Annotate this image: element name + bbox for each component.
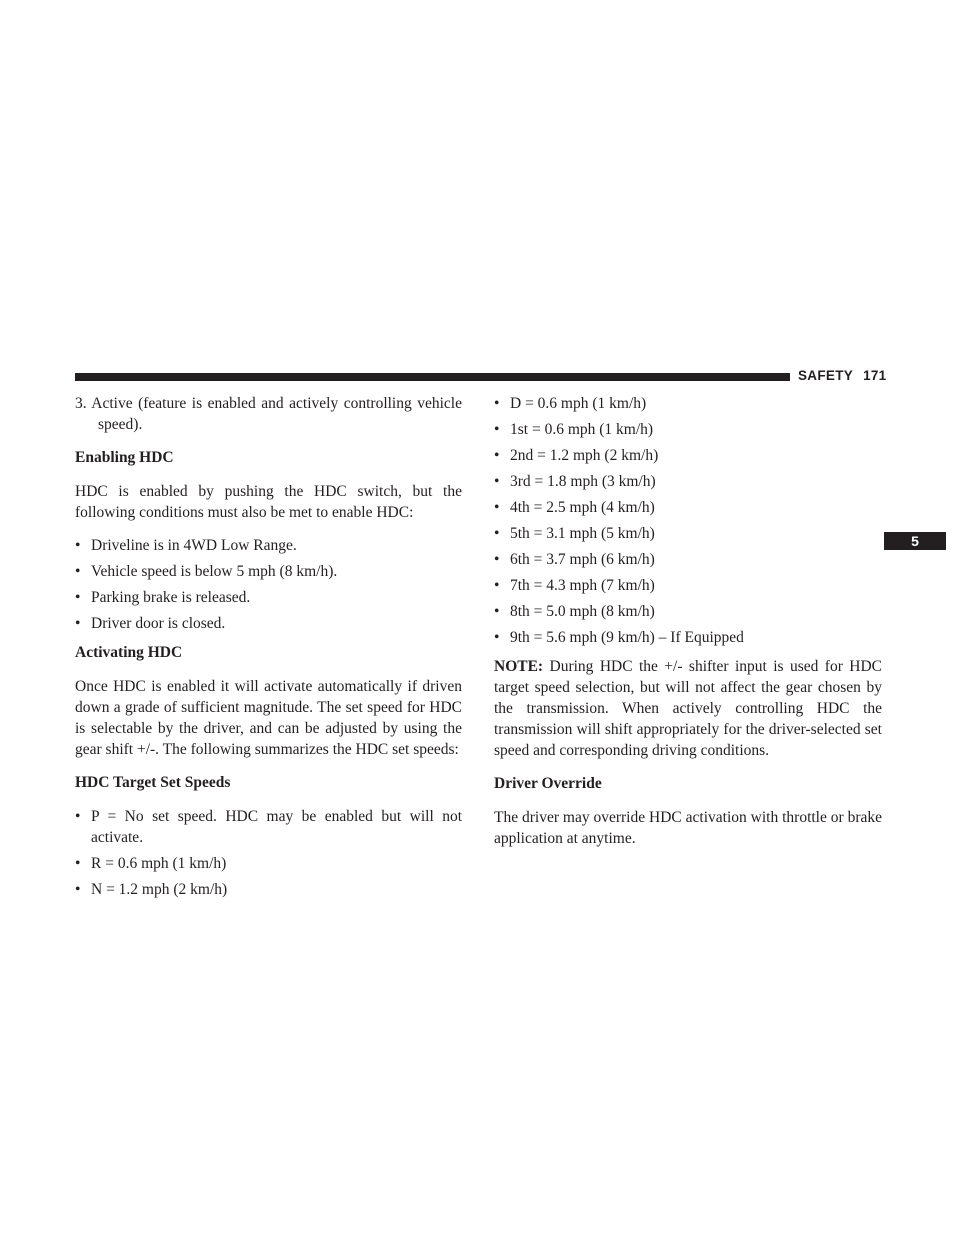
numbered-item-3: 3. Active (feature is enabled and actively controlling vehicle speed).: [75, 395, 462, 433]
bullet-icon: •: [75, 855, 81, 872]
list-item: • N = 1.2 mph (2 km/h): [75, 881, 228, 898]
bullet-icon: •: [75, 881, 81, 898]
list-item: • R = 0.6 mph (1 km/h): [75, 855, 227, 872]
bullet-icon: •: [494, 603, 500, 620]
list-item: • 5th = 3.1 mph (5 km/h): [494, 525, 655, 542]
note-text: During HDC the +/- shifter input is used for HDC target speed selection, but will not affect the gear chosen by the transmission. When actively controlling HDC the transmission will shift appropriately for the driver-selected set speed and corresponding driving conditions.: [494, 658, 882, 759]
driver-override-heading: Driver Override: [494, 775, 602, 792]
chapter-tab: 5: [884, 532, 946, 550]
list-item: • Driveline is in 4WD Low Range.: [75, 537, 297, 554]
list-item: • 4th = 2.5 mph (4 km/h): [494, 499, 655, 516]
running-header: [798, 366, 887, 386]
enabling-conditions-list: [75, 535, 462, 634]
header-rule: [75, 373, 790, 381]
driver-override-text: The driver may override HDC activation with throttle or brake application at anytime.: [494, 809, 882, 847]
list-item: • Parking brake is released.: [75, 589, 251, 606]
note-paragraph: [494, 656, 882, 761]
bullet-icon: •: [75, 808, 81, 825]
enabling-hdc-heading: Enabling HDC: [75, 449, 174, 466]
bullet-icon: •: [494, 395, 500, 412]
target-set-speeds-heading: HDC Target Set Speeds: [75, 774, 231, 791]
list-item: • 8th = 5.0 mph (8 km/h): [494, 603, 655, 620]
target-speeds-list-left: [75, 806, 462, 900]
list-item: • 6th = 3.7 mph (6 km/h): [494, 551, 655, 568]
bullet-icon: •: [494, 499, 500, 516]
bullet-icon: •: [75, 615, 81, 632]
bullet-icon: •: [494, 629, 500, 646]
bullet-icon: •: [75, 589, 81, 606]
bullet-icon: •: [75, 537, 81, 554]
list-item: • 9th = 5.6 mph (9 km/h) – If Equipped: [494, 629, 744, 646]
list-item: • Vehicle speed is below 5 mph (8 km/h).: [75, 563, 338, 580]
bullet-icon: •: [494, 577, 500, 594]
left-column: [75, 393, 462, 905]
list-item: • 2nd = 1.2 mph (2 km/h): [494, 447, 659, 464]
right-column: [494, 393, 882, 861]
list-item: • Driver door is closed.: [75, 615, 226, 632]
list-item: • 7th = 4.3 mph (7 km/h): [494, 577, 655, 594]
bullet-icon: •: [494, 421, 500, 438]
page-number: 171: [863, 368, 887, 383]
bullet-icon: •: [494, 525, 500, 542]
bullet-icon: •: [494, 473, 500, 490]
target-speeds-list-right: [494, 393, 882, 648]
section-name: SAFETY: [798, 368, 854, 383]
bullet-icon: •: [494, 447, 500, 464]
bullet-icon: •: [494, 551, 500, 568]
enabling-hdc-text: HDC is enabled by pushing the HDC switch, but the following conditions must also be met to enable HDC:: [75, 483, 462, 521]
activating-hdc-text: Once HDC is enabled it will activate automatically if driven down a grade of sufficient magnitude. The set speed for HDC is selectable by the driver, and can be adjusted by using the gear shift +/-. The following summarizes the HDC set speeds:: [75, 678, 462, 758]
list-item: • 1st = 0.6 mph (1 km/h): [494, 421, 654, 438]
list-item: • P = No set speed. HDC may be enabled but will not activate.: [75, 808, 462, 846]
bullet-icon: •: [75, 563, 81, 580]
note-label: NOTE:: [494, 658, 544, 675]
list-item: • 3rd = 1.8 mph (3 km/h): [494, 473, 656, 490]
list-item: • D = 0.6 mph (1 km/h): [494, 395, 647, 412]
activating-hdc-heading: Activating HDC: [75, 644, 183, 661]
